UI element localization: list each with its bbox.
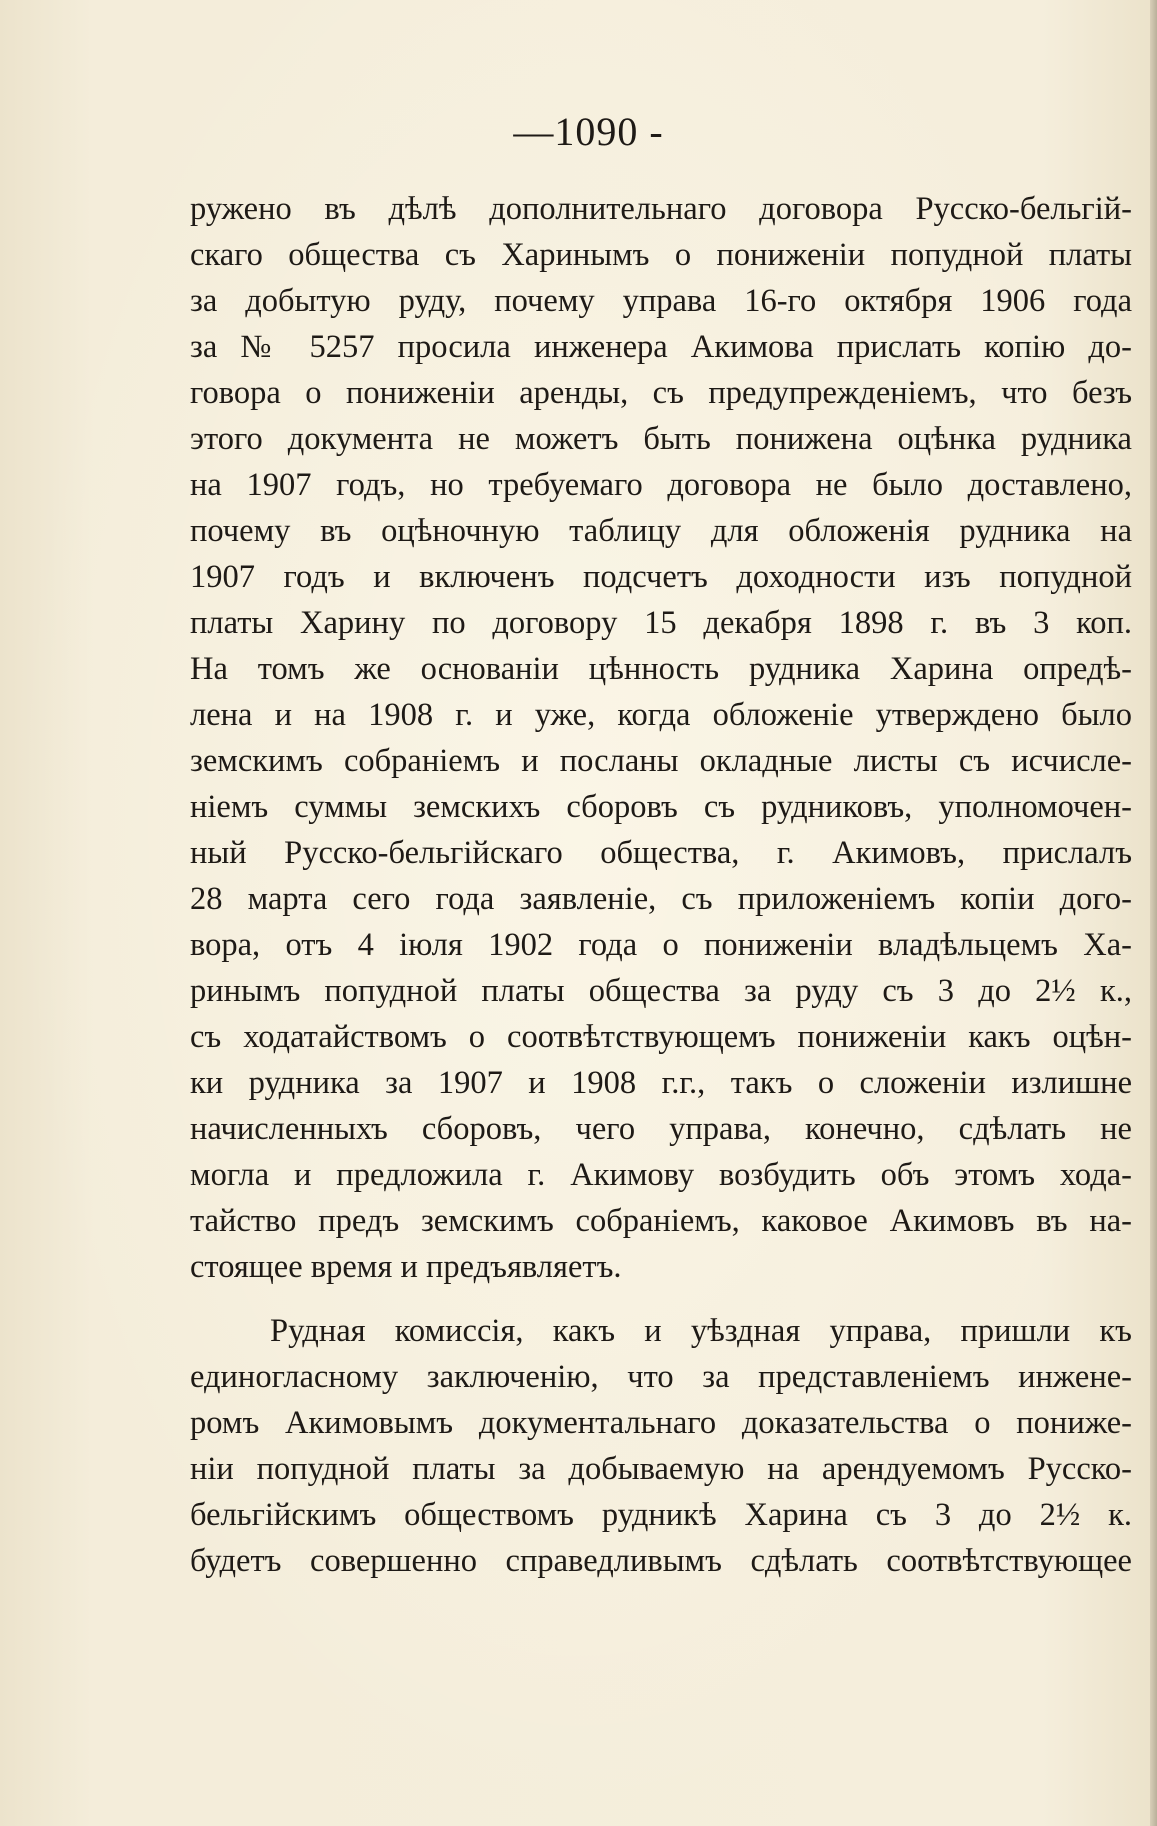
text-line: ки рудника за 1907 и 1908 г.г., такъ о сложеніи излишне	[190, 1065, 1132, 1101]
text-line: 28 марта сего года заявленіе, съ приложеніемъ копіи дого-	[190, 881, 1132, 917]
text-line: ніи попудной платы за добываемую на арендуемомъ Русско-	[190, 1451, 1132, 1487]
text-line: 1907 годъ и включенъ подсчетъ доходности изъ попудной	[190, 559, 1132, 595]
text-line: ромъ Акимовымъ документальнаго доказательства о пониже-	[190, 1405, 1132, 1441]
text-line: этого документа не можетъ быть понижена оцѣнка рудника	[190, 421, 1132, 457]
text-line: скаго общества съ Харинымъ о пониженіи попудной платы	[190, 237, 1132, 273]
page-number: —1090 -	[513, 109, 664, 154]
text-line: бельгійскимъ обществомъ рудникѣ Харина съ 3 до 2½ к.	[190, 1497, 1132, 1533]
text-line: ный Русско-бельгійскаго общества, г. Акимовъ, прислалъ	[190, 835, 1132, 871]
page-edge	[1150, 0, 1157, 1826]
text-line: земскимъ собраніемъ и посланы окладные листы съ исчисле-	[190, 743, 1132, 779]
text-line: будетъ совершенно справедливымъ сдѣлать соотвѣтствующее	[190, 1543, 1132, 1579]
paragraph-1	[190, 186, 1132, 1290]
text-line: вора, отъ 4 іюля 1902 года о пониженіи владѣльцемъ Ха-	[190, 927, 1132, 963]
text-line: начисленныхъ сборовъ, чего управа, конечно, сдѣлать не	[190, 1111, 1132, 1147]
text-line: единогласному заключенію, что за представленіемъ инжене-	[190, 1359, 1132, 1395]
text-line: На томъ же основаніи цѣнность рудника Харина опредѣ-	[190, 651, 1132, 687]
paragraph-2	[190, 1308, 1132, 1584]
text-line: стоящее время и предъявляетъ.	[190, 1249, 622, 1285]
text-line: платы Харину по договору 15 декабря 1898 г. въ 3 коп.	[190, 605, 1132, 641]
text-line: за № 5257 просила инженера Акимова прислать копію до-	[190, 329, 1132, 365]
text-line: ружено въ дѣлѣ дополнительнаго договора Русско-бельгій-	[190, 191, 1132, 227]
text-line: на 1907 годъ, но требуемаго договора не было доставлено,	[190, 467, 1132, 503]
text-line: почему въ оцѣночную таблицу для обложенія рудника на	[190, 513, 1132, 549]
text-line: Рудная комиссія, какъ и уѣздная управа, пришли къ	[270, 1313, 1132, 1349]
text-line: говора о пониженіи аренды, съ предупрежденіемъ, что безъ	[190, 375, 1132, 411]
text-line: съ ходатайствомъ о соотвѣтствующемъ пониженіи какъ оцѣн-	[190, 1019, 1132, 1055]
text-line: за добытую руду, почему управа 16-го октября 1906 года	[190, 283, 1132, 319]
text-line: лена и на 1908 г. и уже, когда обложеніе утверждено было	[190, 697, 1132, 733]
text-line: тайство предъ земскимъ собраніемъ, каковое Акимовъ въ на-	[190, 1203, 1132, 1239]
text-line: могла и предложила г. Акимову возбудить объ этомъ хода-	[190, 1157, 1132, 1193]
text-line: ніемъ суммы земскихъ сборовъ съ рудниковъ, уполномочен-	[190, 789, 1132, 825]
text-line: ринымъ попудной платы общества за руду съ 3 до 2½ к.,	[190, 973, 1132, 1009]
